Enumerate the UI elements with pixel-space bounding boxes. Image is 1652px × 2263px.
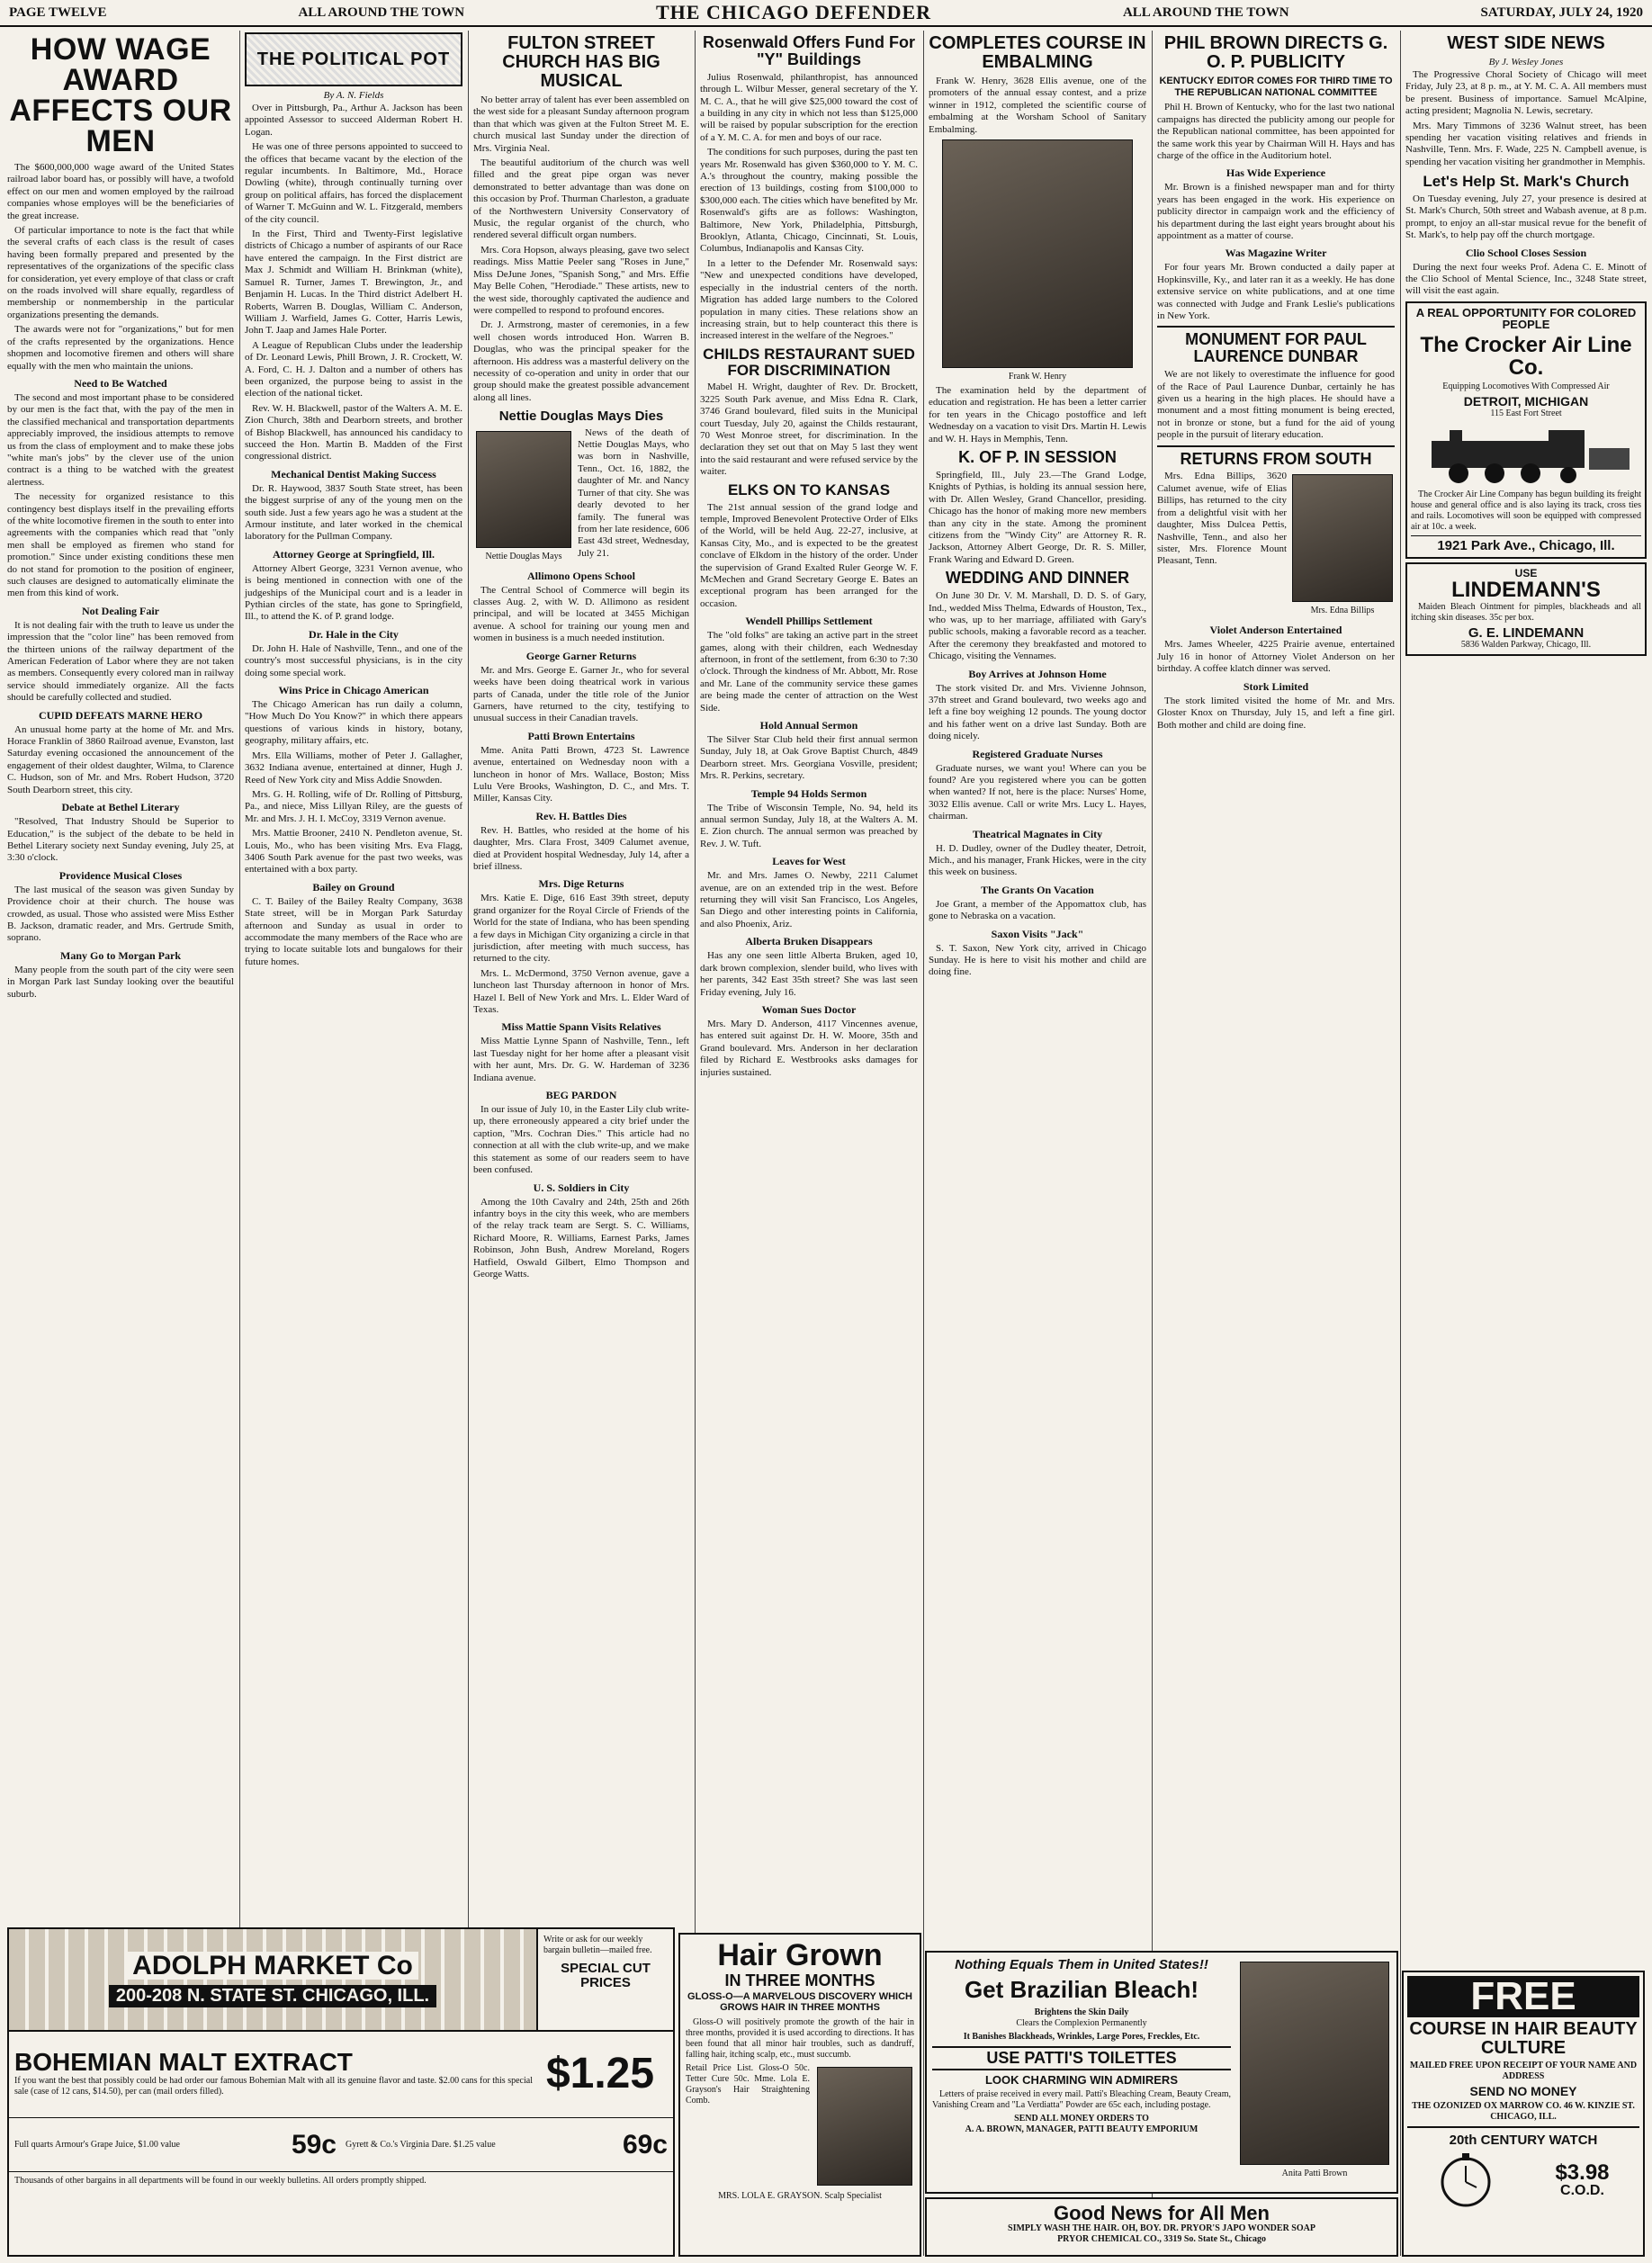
obituary-photo [476, 431, 571, 548]
column-6 [1154, 31, 1398, 1939]
returns-block [1157, 471, 1395, 619]
ad-send: SEND NO MONEY [1469, 2084, 1577, 2099]
ad-price-list: Retail Price List. Gloss-O 50c. Tetter Cure 50c. Mme. Lola E. Grayson's Hair Straightening Comb. [686, 2062, 810, 2106]
watch-cod: C.O.D. [1560, 2182, 1604, 2198]
article-body: H. D. Dudley, owner of the Dudley theater, Detroit, Mich., and his manager, Frank Hickes, were in the city this week on business. [929, 842, 1146, 878]
ad-address: 115 East Fort Street [1490, 409, 1562, 419]
watch-price: $3.98 [1555, 2160, 1610, 2185]
malt-info [14, 2049, 533, 2099]
subhead: BEG PARDON [545, 1089, 617, 1102]
ad-side-text: Write or ask for our weekly bargain bulletin—mailed free. [543, 1935, 652, 1955]
obituary-photo-block [473, 427, 574, 565]
subhead: Stork Limited [1243, 679, 1309, 693]
subhead: Alberta Bruken Disappears [745, 935, 873, 948]
column-1 [4, 31, 238, 1921]
photo-caption: Mrs. Edna Billips [1310, 606, 1375, 616]
portrait-photo [942, 139, 1133, 368]
subhead: Mechanical Dentist Making Success [271, 467, 436, 480]
ad-header [9, 1929, 673, 2032]
subhead: Boy Arrives at Johnson Home [968, 667, 1107, 680]
subhead: Hold Annual Sermon [759, 719, 858, 732]
article-body: Mabel H. Wright, daughter of Rev. Dr. Brockett, 3225 South Park avenue, and Miss Edna R. Clark, 3746 Grand boulevard, filed suits in the Municipal court Tuesday, July 20, against the Childs restaurant, 70 West Monroe street, for discrimination. In the declaration they set out that on May 5 last they went into the said restaurant and were refused service by the waiter. [700, 382, 918, 478]
subhead: Rev. H. Battles Dies [535, 809, 627, 822]
article-body: Rev. W. H. Blackwell, pastor of the Walters A. M. E. Zion Church, 38th and Dearborn streets, and brother of Bishop Blackwell, has announced his candidacy to succeed the Hon. Martin B. Madden of the First congressional district. [245, 402, 462, 462]
ad-use: USE PATTI'S TOILETTES [932, 2046, 1231, 2070]
ad-address: 5836 Walden Parkway, Chicago, Ill. [1460, 640, 1592, 651]
article-body: The Tribe of Wisconsin Temple, No. 94, held its annual sermon Sunday, July 18, at the Walters A. M. E. Zion church. The annual sermon was preached by Rev. J. W. Tuft. [700, 802, 918, 849]
subhead: Bailey on Ground [312, 880, 395, 894]
subhead: Debate at Bethel Literary [61, 801, 180, 814]
article-body: The "old folks" are taking an active part in the street games, along with their children, each Wednesday afternoon, in front of the settlement, from 6:30 to 7:30 o'clock. Through the kindness of Mr. Abbott, Mr. Rose and Mr. Lane of the community service these games are being made the center of attraction on the West Side. [700, 630, 918, 714]
article-body: On June 30 Dr. V. M. Marshall, D. D. S. of Gary, Ind., wedded Miss Thelma, Edwards of Houston, Tex., who was, up to her marriage, affiliated with Gary's public schools, making a favorable record as a teacher. After the ceremony they breakfasted and motored to Chicago, visiting the Vennames. [929, 590, 1146, 662]
ad-photo-block [1238, 1958, 1391, 2187]
article-body: In our issue of July 10, in the Easter Lily club write-up, there erroneously appeared a city brief under the caption, "Mrs. Cochran Dies." This article had no connection at all with the club write-up, and we make this statement as some of our readers seem to have been confused. [473, 1104, 689, 1176]
lindemann-ad [1405, 562, 1647, 657]
article-body: Mrs. Mattie Brooner, 2410 N. Pendleton avenue, St. Louis, Mo., who has been visiting Mrs. Eva Flagg, 3406 South Park avenue for the past two weeks, was entertained with a box party. [245, 828, 462, 876]
subhead: Has Wide Experience [1226, 166, 1326, 180]
headline-west-side: WEST SIDE NEWS [1447, 33, 1605, 53]
juice-row [9, 2118, 673, 2172]
column-3 [470, 31, 693, 1921]
subhead: Patti Brown Entertains [527, 729, 635, 742]
article-body: We are not likely to overestimate the influence for good of the Race of Paul Laurence Dunbar, certainly he has given us a hearing in the high places. He should have a monument and a most fitting monument is being erected, not in bronze or stone, but a fund for the aid of young people in the pursuit of literary education. [1157, 369, 1395, 441]
watch-row [1407, 2151, 1639, 2209]
subhead: Wins Price in Chicago American [278, 684, 429, 697]
headline-elks: ELKS ON TO KANSAS [727, 480, 891, 498]
ad-free: FREE [1407, 1976, 1639, 2017]
subhead: Dr. Hale in the City [309, 627, 399, 641]
ad-course: COURSE IN HAIR BEAUTY CULTURE [1409, 2019, 1638, 2059]
ad-sidebar [538, 1929, 673, 2030]
ad-layout [932, 1958, 1391, 2187]
article-body: Dr. R. Haywood, 3837 South State street, has been the biggest surprise of any of the young men on the south side. Just a few years ago he was a student at the Armour institute, and later worked in the chemical laboratory for the Pullman Company. [245, 482, 462, 543]
subhead: U. S. Soldiers in City [533, 1181, 630, 1194]
ad-caption: MRS. LOLA E. GRAYSON. Scalp Specialist [718, 2190, 882, 2201]
adolph-market-ad [7, 1927, 675, 2257]
subhead: CUPID DEFEATS MARNE HERO [38, 708, 203, 722]
article-body: Mrs. L. McDermond, 3750 Vernon avenue, gave a luncheon last Thursday afternoon in honor of Mrs. Hazel I. Bell of New York and Mrs. L. Elder Ward of Texas. [473, 967, 689, 1016]
article-body: It is not dealing fair with the truth to leave us under the impression that the "color line" has been removed from the thirteen unions of the railway department of the American Federation of Labor where they are not taken as members. Consequently every colored man in railway service should immediately organize. All the facts should be carefully collected and studied. [7, 619, 234, 704]
headline-embalming: COMPLETES COURSE IN EMBALMING [929, 33, 1146, 72]
article-body: Mrs. Katie E. Dige, 616 East 39th street, deputy grand organizer for the Royal Circle of Friends of the World for the state of Indiana, who has been spending a few days in Michigan City organizing a circle in that jurisdiction, after meeting with much success, has returned to the city. [473, 893, 689, 965]
malt-name: BOHEMIAN MALT EXTRACT [14, 2048, 353, 2077]
subhead: The Grants On Vacation [981, 883, 1094, 896]
ad-body: Maiden Bleach Ointment for pimples, blackheads and all itching skin diseases. 35c per box. [1411, 601, 1641, 623]
ad-lower [686, 2063, 914, 2189]
syrup-price: 69c [622, 2129, 668, 2160]
column-7 [1402, 31, 1650, 1966]
ad-address: 200-208 N. STATE ST. CHICAGO, ILL. [109, 1985, 436, 2007]
ad-subtitle: IN THREE MONTHS [724, 1971, 875, 1989]
article-body: Mrs. Cora Hopson, always pleasing, gave two select readings. Miss Mattie Peeler sang "Roses in June," Miss DeJune Jones, "Spanish Song," and Mrs. Effie May Belle Cohen, "Herodiade." These artists, new to the west side, thoroughly captivated the audience and were compelled to respond to profound encores. [473, 244, 689, 316]
article-body: The Central School of Commerce will begin its classes Aug. 2, with W. D. Allimono as resident principal, and will be located at 3455 Michigan avenue. A school for training our young men and women in business is a much needed institution. [473, 584, 689, 644]
ad-look: LOOK CHARMING WIN ADMIRERS [984, 2072, 1178, 2087]
ad-clear: Clears the Complexion Permanently [1016, 2018, 1147, 2029]
article-body: The Progressive Choral Society of Chicago will meet Friday, July 23, at 8 p. m., at Y. M. C. A. All members must be present. Business of importance. Samuel McAlpine, acting president; Magnolia N. Lewis, secretary. [1405, 69, 1647, 117]
headline-st-marks: Let's Help St. Mark's Church [1423, 173, 1630, 191]
subhead: Mrs. Dige Returns [538, 877, 624, 891]
portrait-photo [1240, 1962, 1389, 2165]
headline-rosenwald: Rosenwald Offers Fund For "Y" Buildings [702, 33, 915, 68]
article-body: Mrs. Mary Timmons of 3236 Walnut street, has been spending her vacation visiting relatives and friends in Nashville, Tenn. Mrs. F. Wade, 225 N. Campbell avenue, is spending her vacation visiting her grandmother in Memphis. [1405, 120, 1647, 167]
article-body: In the First, Third and Twenty-First legislative districts of Chicago a number of aspirants of our Race have entered the campaign. In the First district are Max J. Schmidt and William H. Brinkman (white), Samuel R. Turner, James T. Brewington, Jr., and Benjamin H. Lucas. In the Third district Adelbert H. Roberts, Warren B. Douglas, William C. Anderson, William J. Warfield, James G. Cotter, Harris Lewis, John T. Jaap and James Hale Porter. [245, 229, 462, 337]
portrait-photo [817, 2067, 912, 2186]
ad-mailed: MAILED FREE UPON RECEIPT OF YOUR NAME AND ADDRESS [1409, 2061, 1638, 2082]
article-body: Mr. Brown is a finished newspaper man and for thirty years has been engaged in the work. His experience on publicity director in campaign work and the efficiency of his department during the last eight years brought about his appointment as a matter of course. [1157, 182, 1395, 241]
article-body: Mrs. Ella Williams, mother of Peter J. Gallagher, 3632 Indiana avenue, entertained at dinner, Hugh J. Reed of New York city and Miss Addie Snowden. [245, 750, 462, 786]
article-body: The Chicago American has run daily a column, "How Much Do You Know?" in which there appears questions of various kinds in history, botany, geography, military affairs, etc. [245, 699, 462, 747]
headline-dunbar: MONUMENT FOR PAUL LAURENCE DUNBAR [1157, 326, 1395, 365]
article-body: Many people from the south part of the city were seen in Morgan Park last Sunday looking over the beautiful suburb. [7, 964, 234, 1000]
ad-address: A. A. BROWN, MANAGER, PATTI BEAUTY EMPORIUM [965, 2124, 1199, 2134]
section-left: ALL AROUND THE TOWN [298, 4, 465, 20]
article-body: Of particular importance to note is the fact that while the several crafts of each class is the result of cases having been formally prepared and presented by the representatives of the organizations of the specific class for consideration, yet every employe of that class or craft on the roads involved will share equally, regardless of membership or nonmembership in the particular organizations presenting the demands. [7, 225, 234, 320]
subhead: George Garner Returns [525, 649, 637, 662]
article-body: The conditions for such purposes, during the past ten years Mr. Rosenwald has given $360,000 to Y. M. C. A.'s throughout the country, making possible the erection of 13 buildings, costing from $100,000 to $300,000 each. The cities which have benefited by Mr. Rosenwald's gifts are as follows: Washington, Baltimore, New York, Philadelphia, Pittsburgh, Brooklyn, Atlanta, Chicago, Cincinnati, St. Louis, Columbus, Indianapolis and Kansas City. [700, 147, 918, 255]
headline-wage-award: HOW WAGE AWARD AFFECTS OUR MEN [9, 32, 232, 158]
article-body: He was one of three persons appointed to succeed to the offices that became vacant by the election of the regular incumbents. In Baltimore, Md., Horace Dowling (white), through continually turning over group on political affairs, has forced the displacement of Warner T. McGuinn and W. L. Fitzgerald, members of the city council. [245, 141, 462, 225]
hair-grown-ad [678, 1933, 921, 2257]
deck: KENTUCKY EDITOR COMES FOR THIRD TIME TO THE REPUBLICAN NATIONAL COMMITTEE [1159, 76, 1393, 98]
article-body: Mrs. Mary D. Anderson, 4117 Vincennes avenue, has entered suit against Dr. H. W. Moore, 35th and Grand boulevard. Mrs. Anderson in her declaration filed by Richard E. Westbrooks asks damages for injuries sustained. [700, 1018, 918, 1078]
watch-icon [1437, 2151, 1495, 2209]
ad-text [932, 1958, 1231, 2187]
watch-price-block [1555, 2161, 1609, 2199]
article-body: An unusual home party at the home of Mr. and Mrs. Horace Franklin of 3860 Railroad avenue, Evanston, last Saturday evening occasioned the announcement of the engagement of their oldest daughter, Wilma, to Clarence C. Hudson, son of Mr. and Mrs. Robert Hudson, 3720 South Dearborn street, this city. [7, 723, 234, 795]
subhead: Theatrical Magnates in City [972, 827, 1103, 840]
article-body: The last musical of the season was given Sunday by Providence choir at their church. The house was crowded, as usual. Those who assisted were Miss Esther B. Jackson, dramatic reader, and Mrs. Gertrude Smith, soprano. [7, 884, 234, 944]
ad-body: Letters of praise received in every mail. Patti's Bleaching Cream, Beauty Cream, Vanishing Cream and "La Verdiatta" Powder are 65c each, including postage. [932, 2088, 1231, 2110]
subhead: Registered Graduate Nurses [972, 747, 1103, 760]
article-lead: No better array of talent has ever been assembled on the west side for a pleasant Sunday afternoon program than that which was given at the Fulton Street M. E. church musical last Sunday under the direction of Mrs. Virginia Neal. [473, 94, 689, 154]
subhead: Saxon Visits "Jack" [991, 927, 1084, 940]
article-body: The stork limited visited the home of Mr. and Mrs. Gloster Knox on Thursday, July 15, and left a fine girl. Both mother and child are doing fine. [1157, 695, 1395, 731]
headline-childs-restaurant: CHILDS RESTAURANT SUED FOR DISCRIMINATION [703, 345, 915, 379]
ad-name: Get Brazilian Bleach! [964, 1975, 1199, 2003]
ad-photo-caption: Anita Patti Brown [1281, 2169, 1348, 2178]
article-body: Attorney Albert George, 3231 Vernon avenue, who is being mentioned in connection with one of the judgeships of the Municipal court and is a leader in Pythian circles of the state, has gone to Springfield, Ill., to attend the K. of P. grand lodge. [245, 562, 462, 623]
ad-top: Nothing Equals Them in United States!! [955, 1957, 1208, 1972]
column-rule [468, 31, 469, 2256]
ad-signature: G. E. LINDEMANN [1468, 624, 1585, 641]
syrup-label: Gyrett & Co.'s Virginia Dare. $1.25 value [346, 2139, 496, 2150]
political-pot-logo: THE POLITICAL POT [245, 32, 462, 86]
headline-phil-brown: PHIL BROWN DIRECTS G. O. P. PUBLICITY [1163, 33, 1388, 72]
good-news-ad [925, 2197, 1398, 2257]
crocker-ad [1405, 301, 1647, 559]
ad-name: The Crocker Air Line Co. [1420, 333, 1632, 381]
article-body: A League of Republican Clubs under the leadership of Dr. Leonard Lewis, Phill Brown, J. R. Crockett, W. A. Ford, C. H. J. Dalton and a number of others has been organized, the purpose being to assist in the election of the national ticket. [245, 339, 462, 400]
headline-returns-south: RETURNS FROM SOUTH [1157, 445, 1395, 468]
subhead: Providence Musical Closes [58, 868, 183, 882]
juice-price: 59c [291, 2129, 337, 2160]
column-rule [695, 31, 696, 2256]
article-body: The Silver Star Club held their first annual sermon Sunday, July 18, at Oak Grove Baptist Church, 4849 Dearborn street. Mrs. Georgiana Vosville, president; Mrs. R. Perkins, secretary. [700, 734, 918, 782]
article-body: The awards were not for "organizations," but for men of the crafts represented by the organizations. Hence shopmen and locomotive firemen and others will share equally with the men who maintain the unions. [7, 324, 234, 372]
ad-send: SEND ALL MONEY ORDERS TO [1014, 2113, 1149, 2124]
subhead: Woman Sues Doctor [761, 1002, 857, 1016]
ad-city: DETROIT, MICHIGAN [1463, 394, 1589, 409]
article-body: Joe Grant, a member of the Appomattox club, has gone to Nebraska on a vacation. [929, 898, 1146, 922]
ad-name: ADOLPH MARKET Co [127, 1952, 418, 1980]
ad-photo-block [815, 2063, 914, 2189]
article-body: The beautiful auditorium of the church was well filled and the great pipe organ was never demonstrated to better advantage than was done on this occasion by Prof. Thurman Charleston, a graduate of the Northwestern University Conservatory of Music, the regular organist of the church, who rendered several difficult organ numbers. [473, 157, 689, 241]
article-body: Has any one seen little Alberta Bruken, aged 10, dark brown complexion, slender build, who lives with her parents, 342 East 35th street? She was last seen Friday evening, July 16. [700, 950, 918, 998]
article-body: For four years Mr. Brown conducted a daily paper at Hopkinsville, Ky., and later ran it as a weekly. He has done extensive service on white publications, and at one time was connected with Judge and Frank Leslie's publications in New York. [1157, 262, 1395, 321]
article-body: During the next four weeks Prof. Adena C. E. Minott of the Clio School of Mental Science, Inc., 3248 State street, will visit the east again. [1405, 261, 1647, 297]
ad-footer-note: Thousands of other bargains in all departments will be found in our weekly bulletins. All orders promptly shipped. [14, 2176, 426, 2186]
subhead: Wendell Phillips Settlement [745, 615, 873, 628]
subhead: Allimono Opens School [526, 569, 636, 582]
article-body: News of the death of Nettie Douglas Mays, who was born in Nashville, Tenn., Oct. 16, 1882, the daughter of Mr. and Nancy Turner of that city. She was dearly devoted to her family. The funeral was from her late residence, 606 East 43d street, Wednesday, July 21. [578, 427, 689, 559]
ad-footer: 1921 Park Ave., Chicago, Ill. [1411, 535, 1641, 553]
subhead: Violet Anderson Entertained [1209, 624, 1342, 637]
portrait-photo [1292, 474, 1393, 602]
subhead: Leaves for West [772, 855, 846, 868]
section-right: ALL AROUND THE TOWN [1122, 4, 1289, 20]
issue-date: SATURDAY, JULY 24, 1920 [1480, 4, 1643, 20]
article-body: The examination held by the department of education and registration. He has been a letter carrier for ten years in the Chicago postoffice and left Wednesday on a vacation to visit Drs. Martin H. Lewis and W. H. Hays in Memphis, Tenn. [929, 385, 1146, 445]
ad-title: Hair Grown [717, 1938, 883, 1972]
subhead: Miss Mattie Spann Visits Relatives [501, 1020, 661, 1034]
headline-kofp: K. OF P. IN SESSION [958, 448, 1117, 467]
article-body: Mme. Anita Patti Brown, 4723 St. Lawrence avenue, entertained on Wednesday noon with a luncheon in honor of Mrs. Wallace, Boston; Miss Lulu Vere Brooks, Washington, D. C., and Mrs. T. Miller, Kansas City. [473, 744, 689, 804]
article-body: C. T. Bailey of the Bailey Realty Company, 3638 State street, will be in Morgan Park Saturday afternoon and Sunday as usual in order to accommodate the many members of the Race who are trying to locate suitable lots and bungalows for their future homes. [245, 895, 462, 967]
article-body: Mr. and Mrs. James O. Newby, 2211 Calumet avenue, are on an extended trip in the west. Before returning they will visit San Francisco, Los Angeles, San Diego and other interesting points in California, and also Phoenix, Ariz. [700, 870, 918, 929]
ad-body: SIMPLY WASH THE HAIR. OH, BOY. DR. PRYOR'S JAPO WONDER SOAP [1008, 2223, 1315, 2234]
column-4 [696, 31, 921, 1921]
headline-fulton-church: FULTON STREET CHURCH HAS BIG MUSICAL [502, 33, 660, 91]
ad-storefront [9, 1929, 538, 2030]
ad-use: USE [1514, 566, 1538, 579]
subhead: Not Dealing Fair [82, 604, 159, 617]
watch-title: 20th CENTURY WATCH [1449, 2132, 1598, 2148]
ad-special: SPECIAL CUT PRICES [561, 1961, 651, 1990]
article-body: Dr. John H. Hale of Nashville, Tenn., and one of the country's most successful physicians, is in the city doing some special work. [245, 642, 462, 678]
column-2 [241, 31, 466, 1921]
column-5 [925, 31, 1150, 1939]
obituary-block [473, 427, 689, 565]
subhead: Was Magazine Writer [1225, 247, 1327, 260]
article-body: The necessity for organized resistance to this contingency best displays itself in the prevailing efforts of the white locomotive firemen in the south to enter into agreements with the companies which read that "only men shall be employed as firemen who stand for promotion." Since under existing conditions these men do not stand for promotion to the position of engineer, such clauses are designed to automatically eliminate the men from this kind of work. [7, 491, 234, 599]
column-rule [239, 31, 240, 2256]
article-body: Graduate nurses, we want you! Where can you be found? Are you registered where you can be gotten when wanted? If not, here is the place: Nurses' Home, 3032 Ellis avenue. Call or write Mrs. Lucy L. Hayes, chairman. [929, 762, 1146, 822]
syrup-item [346, 2124, 668, 2166]
juice-label: Full quarts Armour's Grape Juice, $1.00 value [14, 2139, 180, 2150]
malt-body: If you want the best that possibly could be had order our famous Bohemian Malt with all its genuine flavor and taste. $2.00 cans for this special sale (case of 12 cans, $14.50), per can (mail orders filled). [14, 2075, 533, 2097]
column-rule [1152, 31, 1153, 2256]
article-body: Mrs. Edna Billips, 3620 Calumet avenue, wife of Elias Billips, has returned to the city from a delightful visit with her daughter, Miss Dulcea Pettis, Nashville, Tenn., and also her sister, Mrs. Florence Mount Pleasant, Tenn. [1157, 471, 1287, 567]
obituary-caption: Nettie Douglas Mays [485, 551, 562, 561]
article-body: Miss Mattie Lynne Spann of Nashville, Tenn., left last Tuesday night for her home after a pleasant visit with her aunt, Mrs. Dr. G. W. Hardeman of 3236 Indiana avenue. [473, 1036, 689, 1083]
article-body: Phil H. Brown of Kentucky, who for the last two national campaigns has directed the publicity among our people for the Republican national committee, has been appointed for the same work this year by Chairman Will H. Hays and has charge of the office in the Auditorium hotel. [1157, 102, 1395, 161]
article-body: The 21st annual session of the grand lodge and temple, Improved Benevolent Protective Order of Elks of the World, will be held Aug. 22-27, inclusive, at Kansas City, Mo., and is expected to be the greatest conclave of Elkdom in the history of the order. Under the supervision of Grand Exalted Ruler George W. F. McMechen and Grand Secretary George E. Bates an exceptional program has been arranged for the occasion. [700, 501, 918, 609]
article-body: Mrs. G. H. Rolling, wife of Dr. Rolling of Pittsburg, Pa., and niece, Miss Lillyan Riley, are the guests of Mr. and Mrs. J. H. I. McCoy, 3319 Vernon avenue. [245, 788, 462, 824]
article-body: The second and most important phase to be considered by our men is the fact that, with the pay of the men in the classified mechanical and transportation departments appreciably improved, the insidious attempts to remove us from the class of employment and to make these jobs "white man's jobs" by the clever use of the union contract is a thing to be watched with the greatest alertness. [7, 391, 234, 488]
article-body: Mrs. James Wheeler, 4225 Prairie avenue, entertained July 16 in honor of Attorney Violet Anderson on her birthday. A coffee klatch dinner was served. [1157, 639, 1395, 675]
column-rule [1400, 31, 1401, 2256]
article-lead: Over in Pittsburgh, Pa., Arthur A. Jackson has been appointed Assessor to succeed Alderman Robert H. Logan. [245, 103, 462, 138]
ad-banish: It Banishes Blackheads, Wrinkles, Large Pores, Freckles, Etc. [963, 2032, 1200, 2043]
paper-title: THE CHICAGO DEFENDER [656, 1, 932, 23]
malt-price: $1.25 [545, 2050, 655, 2098]
article-body: S. T. Saxon, New York city, arrived in Chicago Sunday. He is here to visit his mother and child are doing fine. [929, 942, 1146, 978]
subhead: Attorney George at Springfield, Ill. [273, 547, 435, 561]
article-lead: The $600,000,000 wage award of the United States railroad labor board has, or possibly will have, a twofold effect on our men and women employed by the railroad companies whose employes will be the beneficiaries of the great increase. [7, 162, 234, 221]
article-body: On Tuesday evening, July 27, your presence is desired at St. Mark's Church, 50th street and Wabash avenue, at 8 p.m. prompt, to enjoy an all-star musical revue for the benefit of St. Mark's, to help pay off the church mortgage. [1405, 193, 1647, 241]
article-body: Dr. J. Armstrong, master of ceremonies, in a few well chosen words introduced Hon. Warren B. Douglas, who was the principal speaker for the afternoon. His address was a masterful delivery on the necessity of co-operation and unity in order that our group should make the greatest possible advancement along all lines. [473, 319, 689, 403]
photo-caption: Frank W. Henry [1008, 372, 1067, 382]
returns-photo-block [1290, 471, 1395, 619]
ad-address: PRYOR CHEMICAL CO., 3319 So. State St., Chicago [1057, 2234, 1266, 2245]
masthead [0, 0, 1652, 27]
byline: By A. N. Fields [323, 90, 384, 101]
subhead: Clio School Closes Session [1465, 246, 1587, 259]
ad-company: THE OZONIZED OX MARROW CO. 46 W. KINZIE ST. CHICAGO, ILL. [1407, 2101, 1639, 2128]
juice-item [14, 2124, 337, 2166]
article-body: In a letter to the Defender Mr. Rosenwald says: "New and unexpected conditions have developed, especially in the industrial centers of the north. Migration has added large numbers to the Colored population in many cities. These relations show an increasing strain, but to help counteract this there is increased interest in the welfare of the Negroes." [700, 257, 918, 342]
ad-tagline: Brightens the Skin Daily [1034, 2007, 1129, 2018]
byline: By J. Wesley Jones [1488, 57, 1564, 67]
subhead: Many Go to Morgan Park [60, 948, 181, 962]
headline-obituary: Nettie Douglas Mays Dies [498, 409, 664, 425]
ad-name: LINDEMANN'S [1451, 578, 1601, 603]
article-body: Rev. H. Battles, who resided at the home of his daughter, Mrs. Clara Frost, 3409 Calumet avenue, died at Provident hospital Wednesday, July 14, after a brief illness. [473, 824, 689, 872]
headline-wedding: WEDDING AND DINNER [945, 569, 1130, 588]
article-body: Among the 10th Cavalry and 24th, 25th and 26th infantry boys in the city this week, who are members of the relay track team are Sergt. S. C. Williams, Richard Moore, R. Williams, Earnest Parks, James Robinson, John Bush, Andrew Moreland, Rogers Hatfield, Oswald Gilbert, Elmo Thompson and George Watts. [473, 1196, 689, 1280]
article-body: Mr. and Mrs. George E. Garner Jr., who for several weeks have been doing theatrical work in various parts of Canada, under the title role of the Junior Garners, have returned to the city, testifying to unusual success in their Canadian travels. [473, 664, 689, 724]
subhead: Temple 94 Holds Sermon [750, 786, 867, 800]
article-lead: Julius Rosenwald, philanthropist, has announced through L. Wilbur Messer, general secretary of the Y. M. C. A., that he will give $25,000 toward the cost of a building in any city in which not less than $125,000 will be raised by popular subscription for the erection of a Y. M. C. A. for men and boys of our race. [700, 71, 918, 143]
ad-tagline: Equipping Locomotives With Compressed Air [1442, 382, 1610, 392]
ad-body: The Crocker Air Line Company has begun building its freight house and general office and is also laying its track, cross ties and rails. Locomotives will soon be equipped with compressed air at 10c. a week. [1411, 489, 1641, 533]
locomotive-icon [1414, 423, 1639, 486]
subhead: Need to Be Watched [74, 376, 167, 390]
ad-top: A REAL OPPORTUNITY FOR COLORED PEOPLE [1415, 305, 1637, 332]
ad-deck: GLOSS-O—A MARVELOUS DISCOVERY WHICH GROWS HAIR IN THREE MONTHS [687, 1990, 912, 2014]
ad-title: Good News for All Men [1054, 2202, 1270, 2224]
article-body: "Resolved, That Industry Should be Superior to Education," is the subject of the debate to be held in Bethel Literary society next Sunday evening, July 25, at 3:30 o'clock. [7, 816, 234, 864]
article-lead: Frank W. Henry, 3628 Ellis avenue, one of the promoters of the annual essay contest, and a prize winner in 1912, completed the scientific course of embalming at the Worsham School of Sanitary Embalming. [929, 76, 1146, 135]
brazilian-bleach-ad [925, 1951, 1398, 2194]
malt-row [9, 2032, 673, 2118]
page-number: PAGE TWELVE [9, 4, 107, 20]
column-rule [923, 31, 924, 2256]
article-body: Springfield, Ill., July 23.—The Grand Lodge, Knights of Pythias, is holding its annual session here, with Dr. Allen Wesley, Grand Chancellor, presiding. Chicago has the honor of making more new members than any city in the state. Among the prominent citizens from the "Windy City" are Attorney R. R. Jackson, Attorney Albert George, Dr. R. S. Miller, Frank Waring and Edward D. Green. [929, 469, 1146, 565]
ad-body: Gloss-O will positively promote the growth of the hair in three months, provided it is used according to directions. It has been found that all minor hair troubles, such as dandruff, falling hair, itching scalp, etc., must succumb. [686, 2016, 914, 2060]
article-body: The stork visited Dr. and Mrs. Vivienne Johnson, 37th street and Grand boulevard, two weeks ago and left a fine boy weighing 12 pounds. The young doctor and his father went on a drive last Sunday. Both are doing nicely. [929, 682, 1146, 742]
free-course-ad [1402, 1971, 1645, 2257]
